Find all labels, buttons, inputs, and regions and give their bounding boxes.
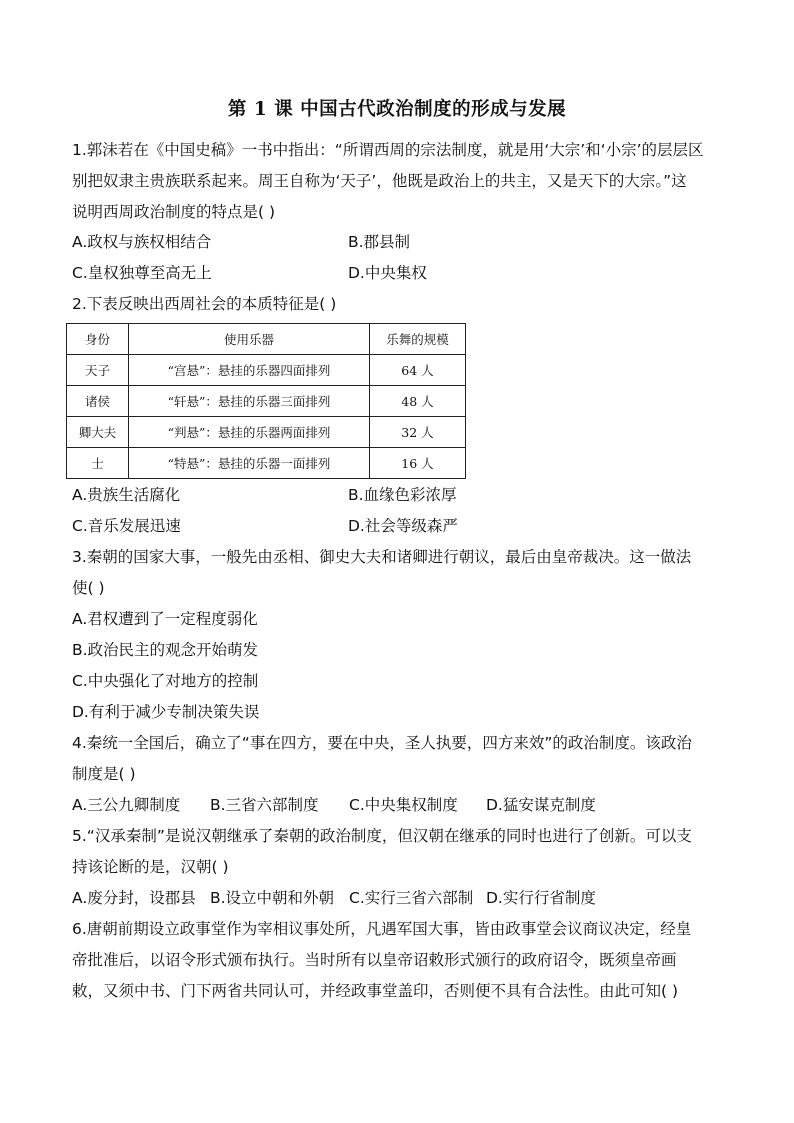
q3-option-d[interactable]: D.有利于减少专制决策失误	[72, 703, 260, 721]
table-cell: 48 人	[370, 386, 466, 417]
q3-option-c[interactable]: C.中央强化了对地方的控制	[72, 672, 259, 690]
q6-line-2: 帝批准后，以诏令形式颁布执行。当时所有以皇帝诏敕形式颁行的政府诏令，既须皇帝画	[72, 951, 677, 969]
q2-option-d[interactable]: D.社会等级森严	[348, 517, 458, 535]
q2-option-c[interactable]: C.音乐发展迅速	[72, 517, 181, 535]
page-title: 第 1 课 中国古代政治制度的形成与发展	[227, 99, 567, 120]
table-cell: 64 人	[370, 355, 466, 386]
q1-line-1: 1.郭沫若在《中国史稿》一书中指出：“所谓西周的宗法制度，就是用‘大宗’和‘小宗’的层层区	[72, 141, 704, 159]
table-cell: 诸侯	[67, 386, 129, 417]
table-header: 乐舞的规模	[370, 324, 466, 355]
q2-option-b[interactable]: B.血缘色彩浓厚	[348, 486, 457, 504]
ritual-music-table	[66, 323, 466, 479]
q1-line-2: 别把奴隶主贵族联系起来。周王自称为‘天子’，他既是政治上的共主，又是天下的大宗。”这	[72, 172, 687, 190]
q4-line-2: 制度是( )	[72, 765, 136, 783]
q5-line-1: 5.“汉承秦制”是说汉朝继承了秦朝的政治制度，但汉朝在继承的同时也进行了创新。可以支	[72, 827, 692, 845]
table-cell: “判悬”：悬挂的乐器两面排列	[129, 417, 370, 448]
q3-line-2: 使( )	[72, 579, 105, 597]
table-row	[67, 448, 466, 479]
q6-line-1: 6.唐朝前期设立政事堂作为宰相议事处所，凡遇军国大事，皆由政事堂会议商议决定，经皇	[72, 920, 692, 938]
q1-option-a[interactable]: A.政权与族权相结合	[72, 233, 212, 251]
q3-option-a[interactable]: A.君权遭到了一定程度弱化	[72, 610, 258, 628]
table-row	[67, 386, 466, 417]
table-cell: 卿大夫	[67, 417, 129, 448]
table-cell: “宫悬”：悬挂的乐器四面排列	[129, 355, 370, 386]
q5-option-a[interactable]: A.废分封，设郡县	[72, 889, 196, 907]
q5-line-2: 持该论断的是，汉朝( )	[72, 858, 229, 876]
q1-option-c[interactable]: C.皇权独尊至高无上	[72, 264, 212, 282]
table-row	[67, 355, 466, 386]
q2-stem: 2.下表反映出西周社会的本质特征是( )	[72, 295, 337, 313]
q3-line-1: 3.秦朝的国家大事，一般先由丞相、御史大夫和诸卿进行朝议，最后由皇帝裁决。这一做法	[72, 548, 692, 566]
table-cell: “特悬”：悬挂的乐器一面排列	[129, 448, 370, 479]
table-cell: 士	[67, 448, 129, 479]
q3-option-b[interactable]: B.政治民主的观念开始萌发	[72, 641, 259, 659]
q4-option-b[interactable]: B.三省六部制度	[210, 796, 319, 814]
q4-line-1: 4.秦统一全国后，确立了“事在四方，要在中央，圣人执要，四方来效”的政治制度。该政治	[72, 734, 692, 752]
table-cell: 32 人	[370, 417, 466, 448]
q1-line-3: 说明西周政治制度的特点是( )	[72, 203, 276, 221]
q5-option-b[interactable]: B.设立中朝和外朝	[210, 889, 335, 907]
q4-option-c[interactable]: C.中央集权制度	[349, 796, 458, 814]
q5-option-d[interactable]: D.实行行省制度	[486, 889, 596, 907]
table-cell: 天子	[67, 355, 129, 386]
table-header-row	[67, 324, 466, 355]
q6-line-3: 敕，又须中书、门下两省共同认可，并经政事堂盖印，否则便不具有合法性。由此可知( )	[72, 982, 679, 1000]
table-row	[67, 417, 466, 448]
table-cell: 16 人	[370, 448, 466, 479]
q4-option-a[interactable]: A.三公九卿制度	[72, 796, 181, 814]
q4-option-d[interactable]: D.猛安谋克制度	[486, 796, 596, 814]
q1-option-d[interactable]: D.中央集权	[348, 264, 427, 282]
table-header: 使用乐器	[129, 324, 370, 355]
table-header: 身份	[67, 324, 129, 355]
q2-option-a[interactable]: A.贵族生活腐化	[72, 486, 181, 504]
q1-option-b[interactable]: B.郡县制	[348, 233, 411, 251]
table-cell: “轩悬”：悬挂的乐器三面排列	[129, 386, 370, 417]
q5-option-c[interactable]: C.实行三省六部制	[349, 889, 474, 907]
